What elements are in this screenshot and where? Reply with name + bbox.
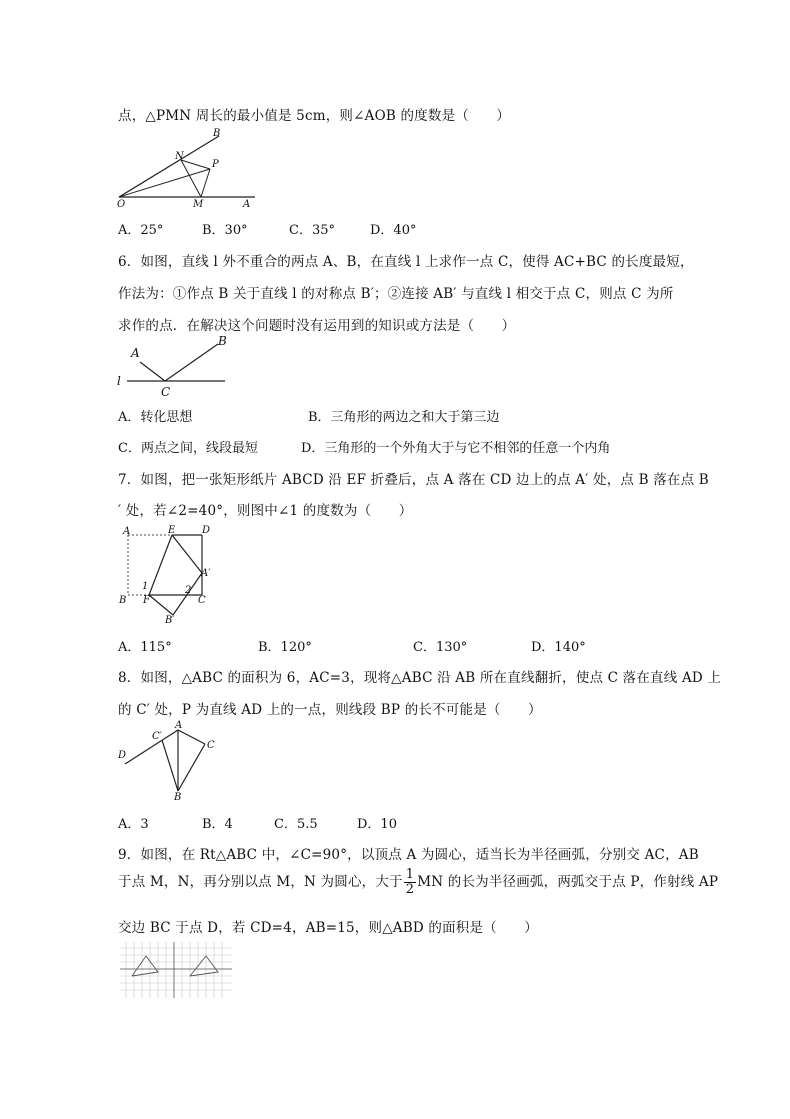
- q6-label-a: A: [131, 346, 140, 360]
- q5-label-n: N: [175, 151, 184, 162]
- q7-option-d[interactable]: D．140°: [531, 640, 586, 655]
- q7-label-angle-1: 1: [142, 581, 149, 592]
- q5-label-o: O: [117, 199, 126, 210]
- q7-option-a[interactable]: A．115°: [118, 640, 172, 655]
- q9-line-2-pre: 于点 M，N，再分别以点 M，N 为圆心，大于: [118, 874, 403, 890]
- q6-line-3: 求作的点．在解决这个问题时没有运用到的知识或方法是（ ）: [118, 318, 516, 334]
- q7-label-c: C: [198, 595, 206, 606]
- q8-line-1: 8．如图，△ABC 的面积为 6，AC=3，现将△ABC 沿 AB 所在直线翻折，使点 C 落在直线 AD 上: [118, 670, 722, 686]
- q8-option-b[interactable]: B．4: [202, 817, 233, 832]
- q5-option-a[interactable]: A．25°: [118, 223, 164, 238]
- q8-option-d[interactable]: D．10: [357, 817, 397, 832]
- q7-label-e: E: [168, 525, 176, 536]
- q5-label-b: B: [213, 128, 221, 139]
- q6-option-a[interactable]: A．转化思想: [118, 410, 193, 425]
- q8-label-a: A: [175, 720, 183, 731]
- q7-line-1: 7．如图，把一张矩形纸片 ABCD 沿 EF 折叠后，点 A 落在 CD 边上的点 A′ 处，点 B 落在点 B: [118, 472, 709, 488]
- q7-option-b[interactable]: B．120°: [258, 640, 312, 655]
- q6-line-1: 6．如图，直线 l 外不重合的两点 A、B，在直线 l 上求作一点 C，使得 AC+BC 的长度最短，: [118, 254, 694, 270]
- q5-label-a: A: [243, 199, 251, 210]
- q7-label-b-prime: B′: [165, 615, 175, 626]
- q9-line-1: 9．如图，在 Rt△ABC 中，∠C=90°，以顶点 A 为圆心，适当长为半径画弧，分别交 AC，AB: [118, 847, 699, 863]
- q6-option-d[interactable]: D．三角形的一个外角大于与它不相邻的任意一个内角: [301, 441, 611, 456]
- q9-line-3: 交边 BC 于点 D，若 CD=4，AB=15，则△ABD 的面积是（ ）: [118, 920, 538, 936]
- q5-label-m: M: [193, 199, 204, 210]
- q7-label-a: A: [123, 526, 131, 537]
- q5-option-c[interactable]: C．35°: [289, 223, 335, 238]
- q7-label-b: B: [119, 595, 127, 606]
- q9-figure-grid: [120, 942, 232, 998]
- q8-label-b: B: [174, 792, 182, 803]
- q8-line-2: 的 C′ 处，P 为直线 AD 上的一点，则线段 BP 的长不可能是（ ）: [118, 702, 542, 718]
- q6-label-c: C: [161, 385, 171, 399]
- q7-label-d: D: [202, 525, 211, 536]
- q8-label-c-prime: C′: [152, 731, 162, 742]
- q6-option-c[interactable]: C．两点之间，线段最短: [118, 441, 258, 456]
- q6-figure: [115, 334, 230, 399]
- q7-figure: [115, 523, 220, 628]
- q5-option-d[interactable]: D．40°: [370, 223, 417, 238]
- q6-line-2: 作法为：①作点 B 关于直线 l 的对称点 B′；②连接 AB′ 与直线 l 相交于点 C，则点 C 为所: [118, 286, 674, 302]
- q8-label-c: C: [207, 740, 215, 751]
- q6-label-b: B: [218, 334, 227, 348]
- q8-option-c[interactable]: C．5.5: [274, 817, 318, 832]
- q8-option-a[interactable]: A．3: [118, 817, 149, 832]
- q9-line-2-post: MN 的长为半径画弧，两弧交于点 P，作射线 AP: [417, 874, 719, 890]
- q7-label-angle-2: 2: [185, 585, 192, 596]
- q9-fraction: [404, 868, 416, 897]
- q7-label-f: F: [143, 595, 150, 606]
- q5-label-p: P: [212, 159, 219, 170]
- q7-label-a-prime: A′: [201, 568, 211, 579]
- q7-option-c[interactable]: C．130°: [413, 640, 468, 655]
- q9-line-2: [118, 868, 718, 897]
- q6-option-b[interactable]: B．三角形的两边之和大于第三边: [308, 410, 500, 425]
- q9-frac-den: 2: [405, 882, 415, 897]
- q5-option-b[interactable]: B．30°: [202, 223, 248, 238]
- q8-figure: [115, 718, 225, 808]
- q5-figure: [115, 125, 260, 210]
- q9-frac-num: 1: [405, 867, 415, 882]
- q5-stem: 点，△PMN 周长的最小值是 5cm，则∠AOB 的度数是（ ）: [118, 108, 511, 124]
- q8-label-d: D: [118, 750, 127, 761]
- q7-line-2: ′ 处，若∠2=40°，则图中∠1 的度数为（ ）: [118, 503, 413, 519]
- q6-label-l: l: [117, 374, 121, 388]
